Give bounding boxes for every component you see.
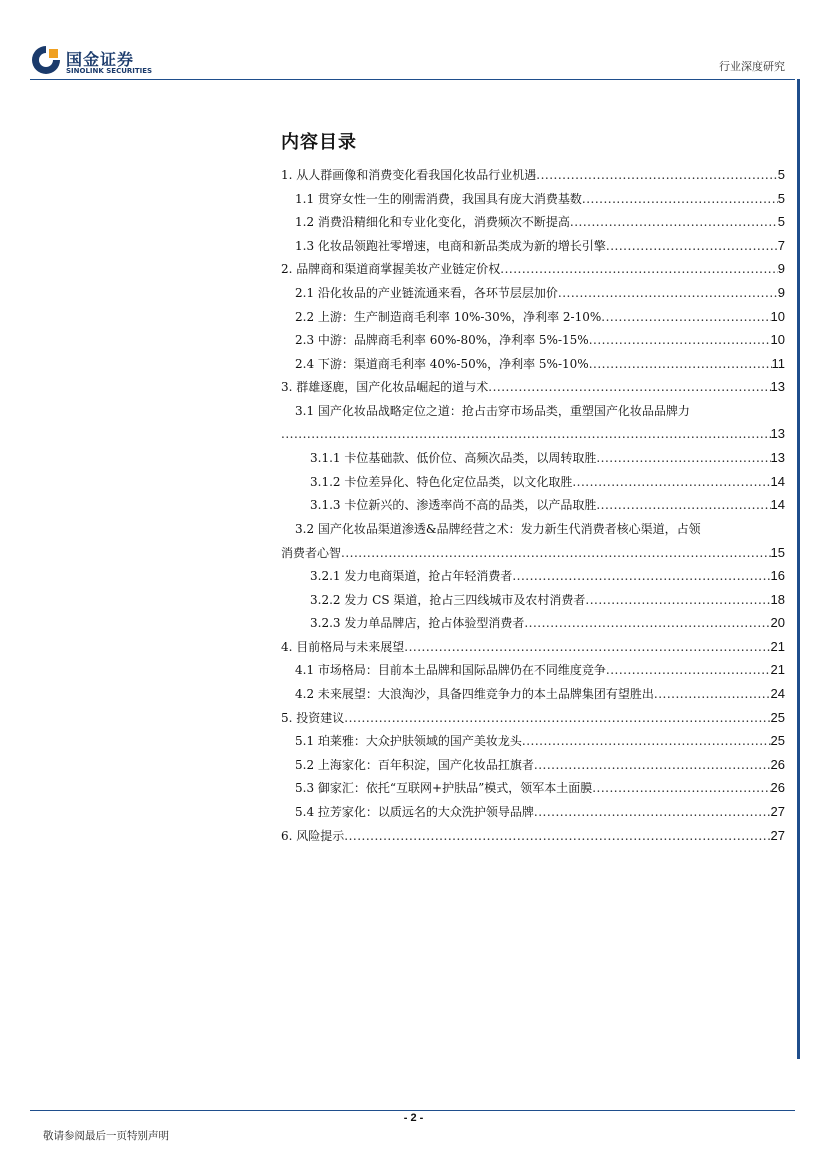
- toc-entry[interactable]: 1.3 化妆品领跑社零增速，电商和新品类成为新的增长引擎 ..... 7: [281, 237, 785, 261]
- toc-entry[interactable]: 2.2 上游：生产制造商毛利率 10%-30%，净利率 2-10% ..... 10: [281, 308, 785, 332]
- disclaimer-note: 敬请参阅最后一页特别声明: [43, 1130, 169, 1142]
- toc-entry[interactable]: 2. 品牌商和渠道商掌握美妆产业链定价权 ..... 9: [281, 260, 785, 284]
- toc-entry[interactable]: 4.2 未来展望：大浪淘沙，具备四维竞争力的本土品牌集团有望胜出 ..... 24: [281, 685, 785, 709]
- toc-entry-wrapped-line[interactable]: 3.2 国产化妆品渠道渗透&品牌经营之术：发力新生代消费者核心渠道，占领: [295, 521, 701, 536]
- toc-entry[interactable]: 1.2 消费沿精细化和专业化变化，消费频次不断提高 ..... 5: [281, 213, 785, 237]
- toc-entry[interactable]: 3.1.2 卡位差异化、特色化定位品类，以文化取胜 ..... 14: [281, 473, 785, 497]
- toc-entry[interactable]: 4.1 市场格局：目前本土品牌和国际品牌仍在不同维度竞争 ..... 21: [281, 661, 785, 685]
- page-header: [30, 40, 795, 82]
- table-of-contents: [281, 128, 785, 850]
- toc-entry[interactable]: 5.3 御家汇：依托“互联网+护肤品”模式，领军本土面膜 ..... 26: [281, 779, 785, 803]
- toc-entry[interactable]: 1.1 贯穿女性一生的刚需消费，我国具有庞大消费基数 ..... 5: [281, 190, 785, 214]
- sinolink-logo-icon: [30, 44, 62, 76]
- document-type: 行业深度研究: [719, 60, 785, 73]
- toc-entry[interactable]: 5. 投资建议 ..... 25: [281, 709, 785, 733]
- logo-chinese-name: 国金证券: [66, 50, 135, 69]
- toc-entry-wrapped-line[interactable]: 3.1 国产化妆品战略定位之道：抢占击穿市场品类，重塑国产化妆品品牌力: [295, 403, 690, 418]
- toc-entry[interactable]: 6. 风险提示 ..... 27: [281, 827, 785, 851]
- toc-entry-continuation[interactable]: 消费者心智 ..... 15: [281, 544, 785, 568]
- toc-entry[interactable]: 2.1 沿化妆品的产业链流通来看，各环节层层加价 ..... 9: [281, 284, 785, 308]
- toc-entry[interactable]: 5.2 上海家化：百年积淀，国产化妆品扛旗者 ..... 26: [281, 756, 785, 780]
- toc-title: 内容目录: [281, 132, 357, 153]
- toc-entry[interactable]: 5.4 拉芳家化：以质远名的大众洗护领导品牌 ..... 27: [281, 803, 785, 827]
- right-margin-bar: [797, 79, 800, 1059]
- footer-divider: [30, 1110, 795, 1111]
- toc-entry[interactable]: 3. 群雄逐鹿，国产化妆品崛起的道与术 ..... 13: [281, 378, 785, 402]
- toc-entry[interactable]: 3.2.3 发力单品牌店，抢占体验型消费者 ..... 20: [281, 614, 785, 638]
- header-divider: [30, 79, 795, 80]
- toc-entry[interactable]: 1. 从人群画像和消费变化看我国化妆品行业机遇 ..... 5: [281, 166, 785, 190]
- toc-entry[interactable]: 3.1.3 卡位新兴的、渗透率尚不高的品类，以产品取胜 ..... 14: [281, 496, 785, 520]
- company-logo: [30, 44, 160, 76]
- toc-entry[interactable]: 3.2.1 发力电商渠道，抢占年轻消费者 ..... 16: [281, 567, 785, 591]
- page-number: - 2 -: [403, 1112, 424, 1124]
- toc-entry[interactable]: 3.1.1 卡位基础款、低价位、高频次品类，以周转取胜 ..... 13: [281, 449, 785, 473]
- toc-entry[interactable]: 3.2.2 发力 CS 渠道，抢占三四线城市及农村消费者 ..... 18: [281, 591, 785, 615]
- toc-entry[interactable]: 2.3 中游：品牌商毛利率 60%-80%，净利率 5%-15% ..... 10: [281, 331, 785, 355]
- toc-entry-continuation[interactable]: ..... 13: [281, 426, 785, 450]
- toc-entry[interactable]: 4. 目前格局与未来展望 ..... 21: [281, 638, 785, 662]
- logo-english-name: SINOLINK SECURITIES: [66, 67, 153, 75]
- toc-entry[interactable]: 5.1 珀莱雅：大众护肤领域的国产美妆龙头 ..... 25: [281, 732, 785, 756]
- toc-entry[interactable]: 2.4 下游：渠道商毛利率 40%-50%，净利率 5%-10% ..... 11: [281, 355, 785, 379]
